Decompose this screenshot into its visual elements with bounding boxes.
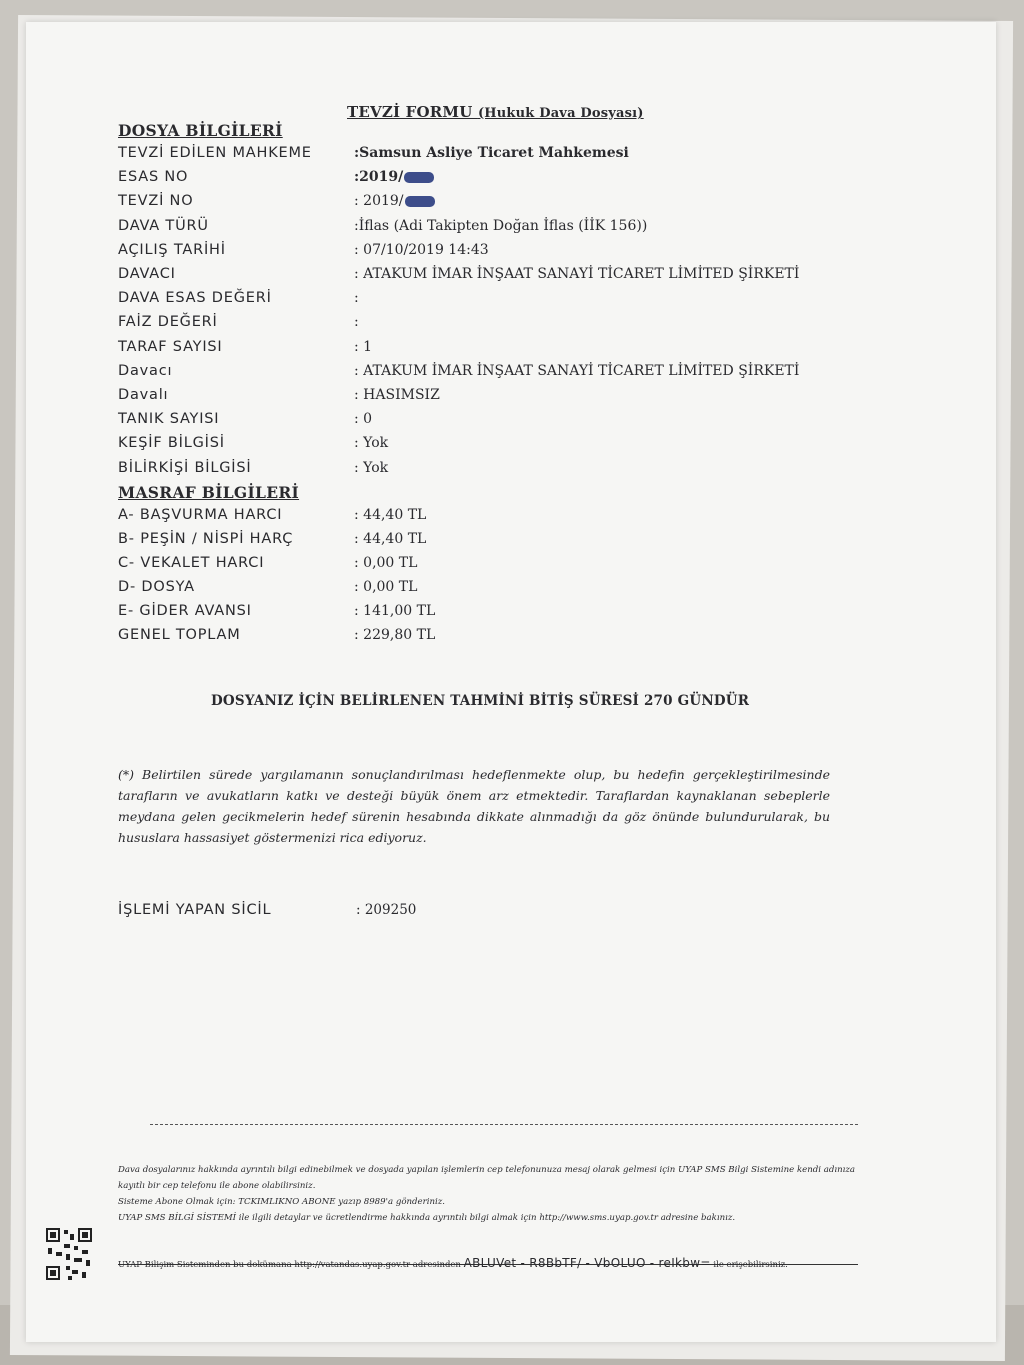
field-value: : 07/10/2019 14:43 bbox=[354, 241, 489, 258]
field-label: ESAS NO bbox=[118, 169, 189, 186]
field-value: : Yok bbox=[354, 435, 389, 452]
field-label: AÇILIŞ TARİHİ bbox=[118, 241, 226, 258]
verification-prefix: UYAP Bilişim Sisteminden bu dokümana http://vatandas.uyap.gov.tr adresinden bbox=[118, 1260, 461, 1270]
verification-line bbox=[118, 1256, 788, 1270]
verification-suffix: ile erişebilirsiniz. bbox=[713, 1260, 788, 1270]
field-label: KEŞİF BİLGİSİ bbox=[118, 435, 225, 452]
footer-paragraph-details: UYAP SMS BİLGİ SİSTEMİ ile ilgili detaylar ve ücretlendirme hakkında ayrıntılı bilgi almak için http://www.sms.uyap.gov.tr adresine bakınız. bbox=[118, 1213, 736, 1223]
field-value: : 1 bbox=[354, 338, 373, 355]
field-value: :İflas (Adi Takipten Doğan İflas (İİK 156)) bbox=[354, 217, 648, 234]
field-label: C- VEKALET HARCI bbox=[118, 555, 265, 571]
footer-paragraph-subscribe: Sisteme Abone Olmak için: TCKIMLIKNO ABONE yazıp 8989'a gönderiniz. bbox=[118, 1197, 446, 1207]
estimated-duration-notice: DOSYANIZ İÇİN BELİRLENEN TAHMİNİ BİTİŞ SÜRESİ 270 GÜNDÜR bbox=[211, 693, 750, 709]
redaction-mark bbox=[405, 196, 435, 207]
field-value: : ATAKUM İMAR İNŞAAT SANAYİ TİCARET LİMİTED ŞİRKETİ bbox=[354, 362, 800, 379]
field-value: :2019/ bbox=[354, 169, 434, 185]
field-value: : 0,00 TL bbox=[354, 579, 418, 595]
footer-info bbox=[118, 1162, 870, 1226]
field-label: GENEL TOPLAM bbox=[118, 627, 241, 643]
field-value: : Yok bbox=[354, 459, 389, 476]
field-label: TEVZİ EDİLEN MAHKEME bbox=[118, 145, 312, 161]
field-value: : 0,00 TL bbox=[354, 555, 418, 571]
field-label: B- PEŞİN / NİSPİ HARÇ bbox=[118, 531, 294, 547]
field-value: : bbox=[354, 290, 359, 307]
field-label: DAVACI bbox=[118, 266, 176, 282]
explanatory-note: (*) Belirtilen sürede yargılamanın sonuçlandırılması hedeflenmekte olup, bu hedefin gerçekleştirilmesinde tarafların ve avukatların katkı ve desteği büyük önem arz etmektedir. Taraflardan kaynaklanan sebeplerle meydana gelen gecikmelerin hedef sürenin hesabında dikkate alınmadığı da göz önünde bulundurularak, bu hususlara hassasiyet göstermenizi rica ediyoruz. bbox=[118, 767, 830, 845]
field-label: DAVA ESAS DEĞERİ bbox=[118, 290, 272, 307]
field-label: Davalı bbox=[118, 387, 169, 403]
field-label: Davacı bbox=[118, 362, 173, 379]
form-title-sub: (Hukuk Dava Dosyası) bbox=[477, 106, 644, 121]
qr-code-icon bbox=[44, 1226, 94, 1282]
field-value: : 44,40 TL bbox=[354, 507, 427, 523]
field-value: : 229,80 TL bbox=[354, 627, 436, 643]
field-label: FAİZ DEĞERİ bbox=[118, 314, 218, 331]
field-label: D- DOSYA bbox=[118, 579, 195, 595]
field-value: : 0 bbox=[354, 411, 373, 428]
redaction-mark bbox=[404, 172, 434, 183]
field-value: :Samsun Asliye Ticaret Mahkemesi bbox=[354, 145, 629, 161]
field-label: DAVA TÜRÜ bbox=[118, 217, 209, 234]
sicil-value: : 209250 bbox=[356, 902, 417, 918]
field-value: : 2019/ bbox=[354, 193, 435, 209]
field-label: A- BAŞVURMA HARCI bbox=[118, 507, 283, 523]
masraf-bilgileri-heading: MASRAF BİLGİLERİ bbox=[118, 483, 300, 502]
form-title-main: TEVZİ FORMU bbox=[347, 103, 473, 121]
dosya-bilgileri-heading: DOSYA BİLGİLERİ bbox=[118, 121, 283, 140]
field-label: TEVZİ NO bbox=[118, 193, 194, 210]
field-label: BİLİRKİŞİ BİLGİSİ bbox=[118, 459, 252, 476]
sicil-label: İŞLEMİ YAPAN SİCİL bbox=[118, 902, 272, 918]
dashed-separator bbox=[150, 1124, 858, 1125]
footer-paragraph-sms: Dava dosyalarınız hakkında ayrıntılı bilgi edinebilmek ve dosyada yapılan işlemlerin cep telefonunuza mesaj olarak gelmesi için UYAP SMS Bilgi Sistemine kendi adınıza kayıtlı bir cep telefonu ile abone olabilirsiniz. bbox=[118, 1165, 856, 1191]
field-value: : HASIMSIZ bbox=[354, 387, 440, 403]
form-title bbox=[347, 103, 644, 121]
field-value: : 44,40 TL bbox=[354, 531, 427, 547]
field-value: : 141,00 TL bbox=[354, 603, 436, 619]
field-value: : bbox=[354, 314, 359, 331]
field-label: E- GİDER AVANSI bbox=[118, 603, 252, 619]
verification-code: ABLUVet - R8BbTF/ - VbOLUO - reIkbw= bbox=[463, 1256, 711, 1270]
field-label: TARAF SAYISI bbox=[118, 338, 223, 355]
field-value: : ATAKUM İMAR İNŞAAT SANAYİ TİCARET LİMİTED ŞİRKETİ bbox=[354, 266, 800, 282]
field-label: TANIK SAYISI bbox=[118, 411, 220, 428]
